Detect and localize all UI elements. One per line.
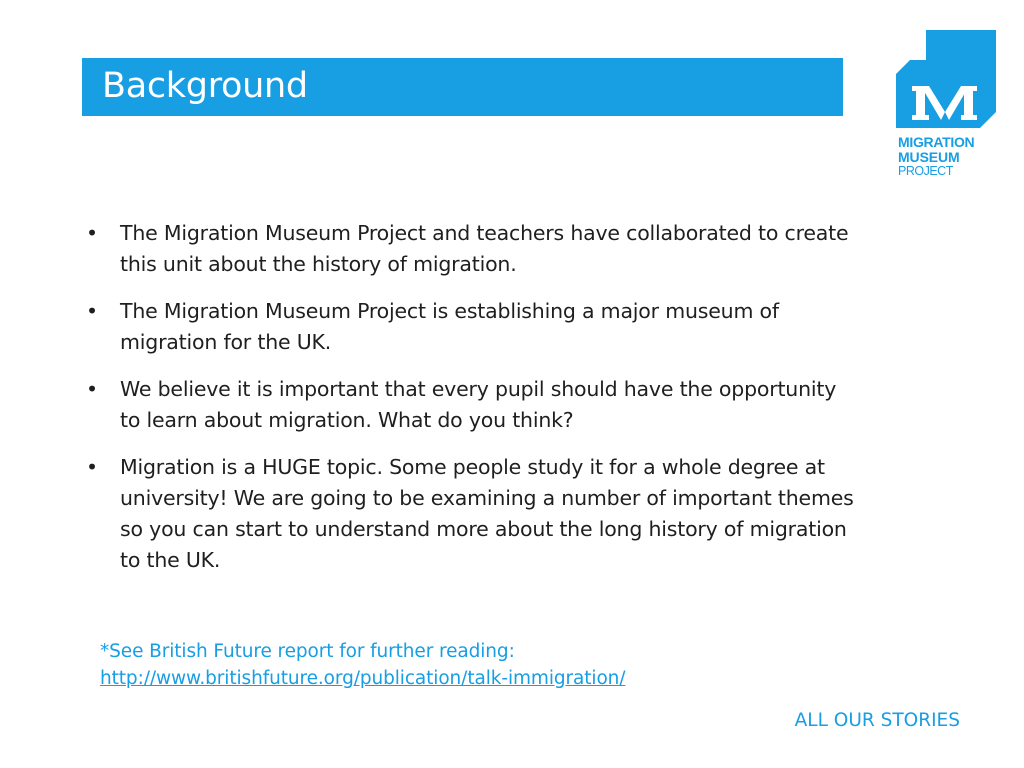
bullet-item xyxy=(86,296,856,358)
logo-text-museum: MUSEUM xyxy=(898,149,960,165)
bullet-item xyxy=(86,218,856,280)
bullet-text: The Migration Museum Project and teachers have collaborated to create this unit about the history of migration. xyxy=(120,221,849,276)
further-reading-note: *See British Future report for further reading: xyxy=(100,641,515,662)
logo-m-emblem-icon xyxy=(896,30,998,134)
bullet-dot-icon: • xyxy=(86,221,98,245)
slide-title: Background xyxy=(102,66,308,106)
title-banner xyxy=(82,58,843,116)
bullet-dot-icon: • xyxy=(86,377,98,401)
bullet-item xyxy=(86,452,856,576)
bullet-text: The Migration Museum Project is establishing a major museum of migration for the UK. xyxy=(120,299,779,354)
bullet-item xyxy=(86,374,856,436)
logo-text-migration: MIGRATION xyxy=(898,134,975,150)
bullet-list xyxy=(86,218,856,592)
all-our-stories-link[interactable]: ALL OUR STORIES xyxy=(794,710,960,731)
logo-text-project: PROJECT xyxy=(898,164,953,178)
migration-museum-logo xyxy=(896,30,998,182)
further-reading xyxy=(100,638,625,692)
bullet-text: We believe it is important that every pupil should have the opportunity to learn about migration. What do you think? xyxy=(120,377,837,432)
bullet-text: Migration is a HUGE topic. Some people study it for a whole degree at university! We are going to be examining a number of important themes so you can start to understand more about the long history of migration to the UK. xyxy=(120,455,854,572)
further-reading-link[interactable]: http://www.britishfuture.org/publication/talk-immigration/ xyxy=(100,668,626,689)
bullet-dot-icon: • xyxy=(86,299,98,323)
bullet-dot-icon: • xyxy=(86,455,98,479)
